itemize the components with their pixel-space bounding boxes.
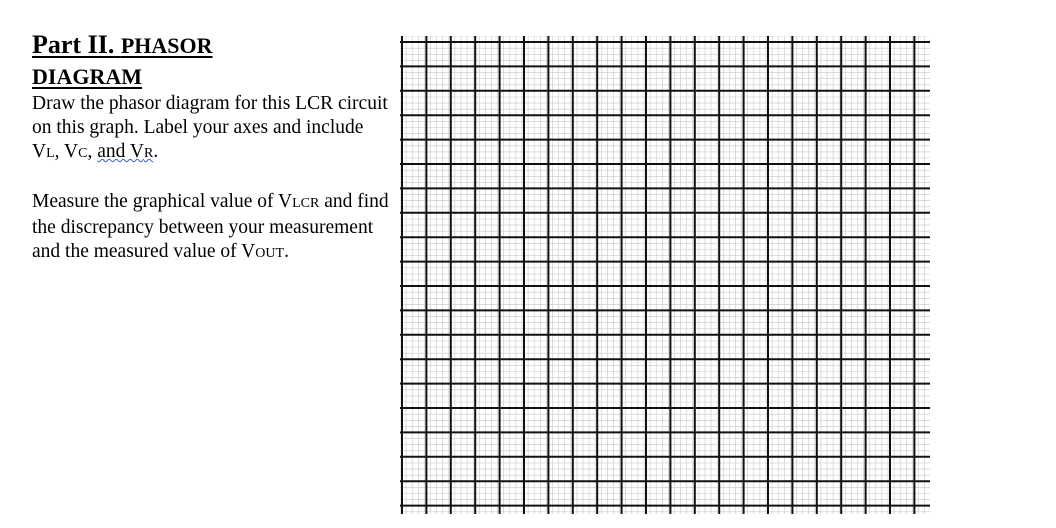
draw-end: . (153, 141, 159, 162)
draw-text: Draw the phasor diagram for this LCR circuit on this graph. Label your axes and include V (32, 93, 388, 162)
title-line1: PHASOR (120, 33, 213, 58)
graph-grid[interactable] (400, 36, 930, 514)
vlcr-subscript: LCR (292, 196, 320, 211)
title-line2: DIAGRAM (32, 64, 142, 89)
section-heading (32, 30, 392, 92)
draw-instruction (32, 92, 392, 166)
separator: , (87, 141, 98, 162)
part-label: Part II. (32, 30, 115, 59)
vl-subscript: L (46, 146, 55, 161)
measure-instruction (32, 190, 392, 266)
and-vr-text (97, 141, 153, 162)
measure-text-2: and find the discrepancy between your measurement and the measured value of V (32, 191, 389, 262)
vr-subscript: R (144, 146, 154, 161)
vc-subscript: C (78, 146, 88, 161)
and-v: and V (97, 141, 144, 162)
graph-paper[interactable] (400, 36, 930, 514)
measure-end: . (284, 241, 289, 262)
vout-subscript: OUT (255, 246, 285, 261)
instructions-panel (32, 30, 392, 266)
vc-prefix: , V (54, 141, 79, 162)
measure-text: Measure the graphical value of V (32, 191, 293, 212)
